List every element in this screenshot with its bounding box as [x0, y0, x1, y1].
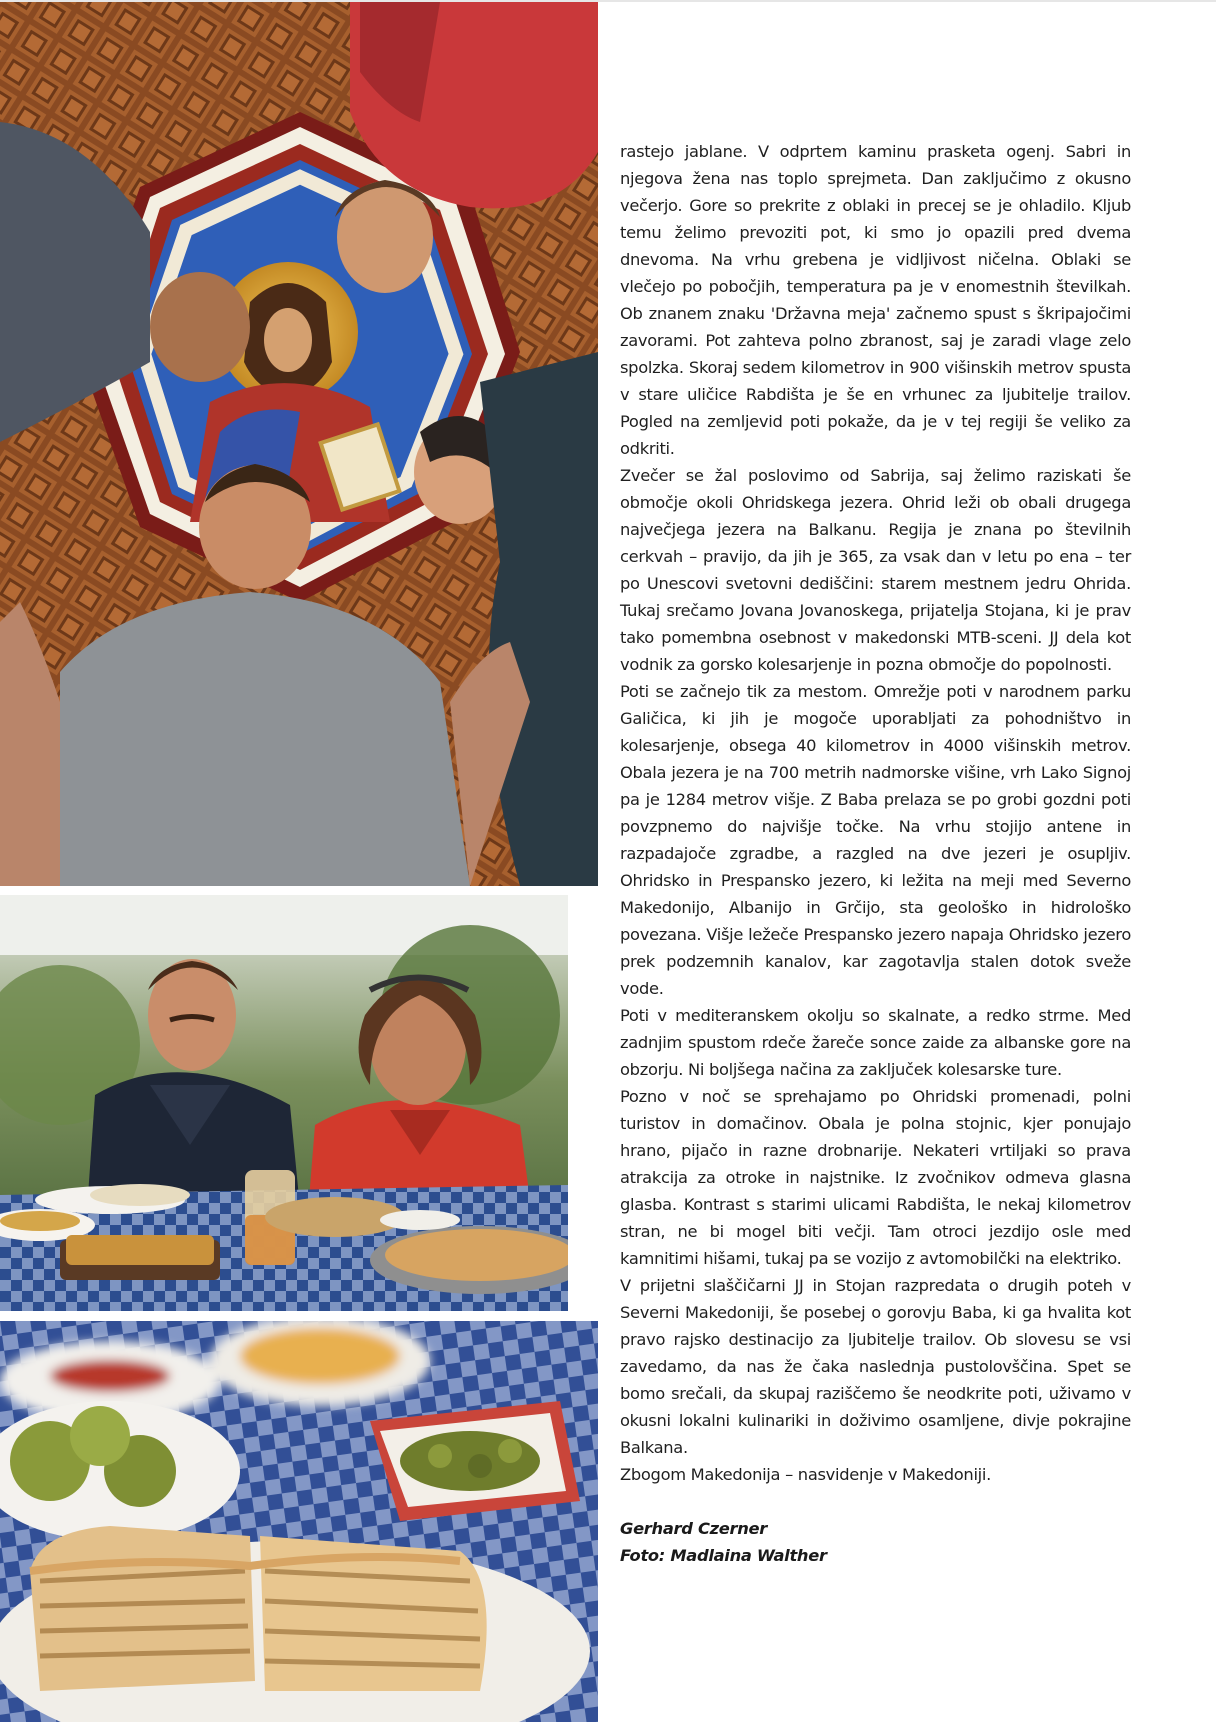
dinner-table-photo	[0, 895, 568, 1311]
article-paragraph: rastejo jablane. V odprtem kaminu prasketa ogenj. Sabri in njegova žena nas toplo sprejmeta. Dan zaključimo z okusno večerjo. Gore so prekrite z oblaki in precej se je ohladilo. Kljub temu želimo prevoziti pot, ki smo jo opazili pred dvema dnevoma. Na vrhu grebena je vidljivost ničelna. Oblaki se vlečejo po pobočjih, temperatura pa je v enomestnih številkah. Ob znanem znaku 'Državna meja' začnemo spust s škripajočimi zavorami. Pot zahteva polno zbranost, saj je zaradi vlage zelo spolzka. Skoraj sedem kilometrov in 900 višinskih metrov spusta v stare uličice Rabdišta je še en vrhunec za ljubitelje trailov. Pogled na zemljevid poti pokaže, da je v tej regiji še veliko za odkriti.	[620, 142, 1131, 458]
article-paragraph: Poti v mediteranskem okolju so skalnate, a redko strme. Med zadnjim spustom rdeče žareče sonce zaide za albanske gore na obzorju. Ni boljšega načina za zaključek kolesarske ture.	[620, 1006, 1131, 1079]
author-credit: Gerhard Czerner	[620, 1519, 768, 1538]
ceiling-group-photo	[0, 2, 598, 886]
article-paragraph: Zbogom Makedonija – nasvidenje v Makedoniji.	[620, 1465, 991, 1484]
food-closeup-photo	[0, 1321, 598, 1722]
photo-credit: Foto: Madlaina Walther	[620, 1546, 827, 1565]
article-paragraph: Pozno v noč se sprehajamo po Ohridski promenadi, polni turistov in domačinov. Obala je polna stojnic, kjer ponujajo hrano, pijačo in razne drobnarije. Nekateri vrtiljaki so prava atrakcija za otroke in najstnike. Iz zvočnikov odmeva glasna glasba. Kontrast s starimi ulicami Rabdišta, le nekaj kilometrov stran, ne bi mogel biti večji. Tam otroci jezdijo osle med kamnitimi hišami, tukaj pa se vozijo z avtomobilčki na elektriko.	[620, 1087, 1131, 1268]
article-paragraph: V prijetni slaščičarni JJ in Stojan razpredata o drugih poteh v Severni Makedoniji, še posebej o gorovju Baba, ki ga hvalita kot pravo rajsko destinacijo za ljubitelje trailov. Ob slovesu se vsi zavedamo, da nas že čaka naslednja pustolovščina. Spet se bomo srečali, da skupaj raziščemo še neodkrite poti, uživamo v okusni lokalni kulinariki in doživimo osamljene, divje pokrajine Balkana.	[620, 1276, 1131, 1457]
credits	[620, 1515, 1131, 1569]
article-paragraph: Poti se začnejo tik za mestom. Omrežje poti v narodnem parku Galičica, ki jih je mogoče uporabljati za pohodništvo in kolesarjenje, obsega 40 kilometrov in 4000 višinskih metrov. Obala jezera je na 700 metrih nadmorske višine, vrh Lako Signoj pa je 1284 metrov višje. Z Baba prelaza se po grobi gozdni poti povzpnemo do najvišje točke. Na vrhu stojijo antene in razpadajoče zgradbe, a razgled na dve jezeri je osupljiv. Ohridsko in Prespansko jezero, ki ležita na meji med Severno Makedonijo, Albanijo in Grčijo, sta geološko in hidrološko povezana. Višje ležeče Prespansko jezero napaja Ohridsko jezero prek podzemnih kanalov, kar zagotavlja stalen dotok sveže vode.	[620, 682, 1131, 998]
article-paragraph: Zvečer se žal poslovimo od Sabrija, saj želimo raziskati še območje okoli Ohridskega jezera. Ohrid leži ob obali drugega največjega jezera na Balkanu. Regija je znana po številnih cerkvah – pravijo, da jih je 365, za vsak dan v letu po ena – ter po Unescovi svetovni dediščini: starem mestnem jedru Ohrida. Tukaj srečamo Jovana Jovanoskega, prijatelja Stojana, ki je prav tako pomembna osebnost v makedonski MTB-sceni. JJ dela kot vodnik za gorsko kolesarjenje in pozna območje do popolnosti.	[620, 466, 1131, 674]
article-body	[620, 138, 1131, 1569]
